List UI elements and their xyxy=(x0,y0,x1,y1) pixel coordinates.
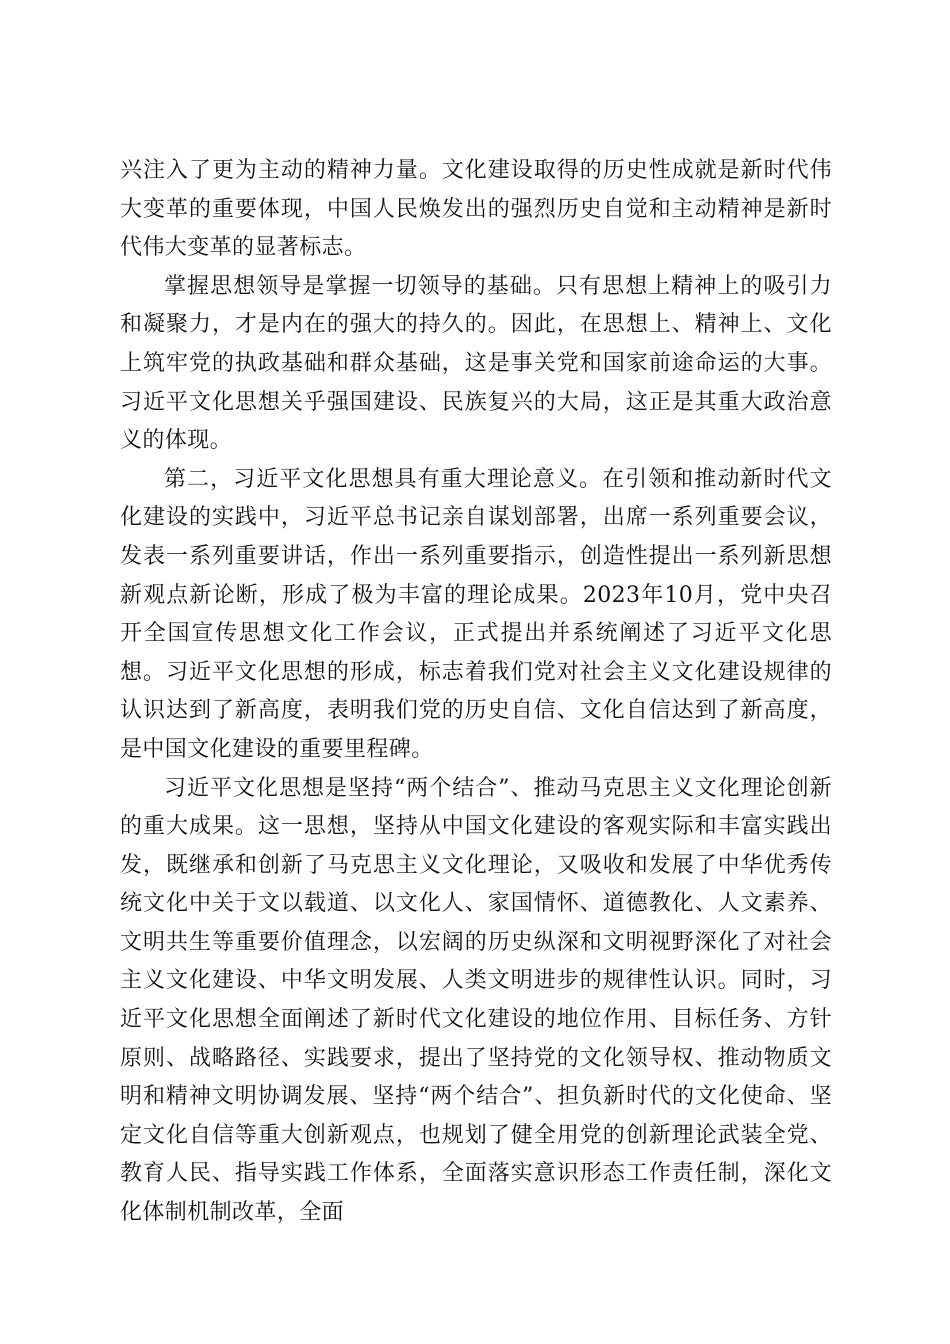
document-body xyxy=(120,152,832,1233)
paragraph: 第二，习近平文化思想具有重大理论意义。在引领和推动新时代文化建设的实践中，习近平总书记亲自谋划部署，出席一系列重要会议，发表一系列重要讲话，作出一系列重要指示，创造性提出一系列新思想新观点新论断，形成了极为丰富的理论成果。2023年10月，党中央召开全国宣传思想文化工作会议，正式提出并系统阐述了习近平文化思想。习近平文化思想的形成，标志着我们党对社会主义文化建设规律的认识达到了新高度，表明我们党的历史自信、文化自信达到了新高度，是中国文化建设的重要里程碑。 xyxy=(120,466,832,762)
paragraph: 掌握思想领导是掌握一切领导的基础。只有思想上精神上的吸引力和凝聚力，才是内在的强大的持久的。因此，在思想上、精神上、文化上筑牢党的执政基础和群众基础，这是事关党和国家前途命运的大事。习近平文化思想关乎强国建设、民族复兴的大局，这正是其重大政治意义的体现。 xyxy=(120,273,832,454)
paragraph: 习近平文化思想是坚持“两个结合”、推动马克思主义文化理论创新的重大成果。这一思想，坚持从中国文化建设的客观实际和丰富实践出发，既继承和创新了马克思主义文化理论，又吸收和发展了中华优秀传统文化中关于文以载道、以文化人、家国情怀、道德教化、人文素养、文明共生等重要价值理念，以宏阔的历史纵深和文明视野深化了对社会主义文化建设、中华文明发展、人类文明进步的规律性认识。同时，习近平文化思想全面阐述了新时代文化建设的地位作用、目标任务、方针原则、战略路径、实践要求，提出了坚持党的文化领导权、推动物质文明和精神文明协调发展、坚持“两个结合”、担负新时代的文化使命、坚定文化自信等重大创新观点，也规划了健全用党的创新理论武装全党、教育人民、指导实践工作体系，全面落实意识形态工作责任制，深化文化体制机制改革，全面 xyxy=(120,775,832,1226)
paragraph-continued: 兴注入了更为主动的精神力量。文化建设取得的历史性成就是新时代伟大变革的重要体现，中国人民焕发出的强烈历史自觉和主动精神是新时代伟大变革的显著标志。 xyxy=(120,158,832,261)
